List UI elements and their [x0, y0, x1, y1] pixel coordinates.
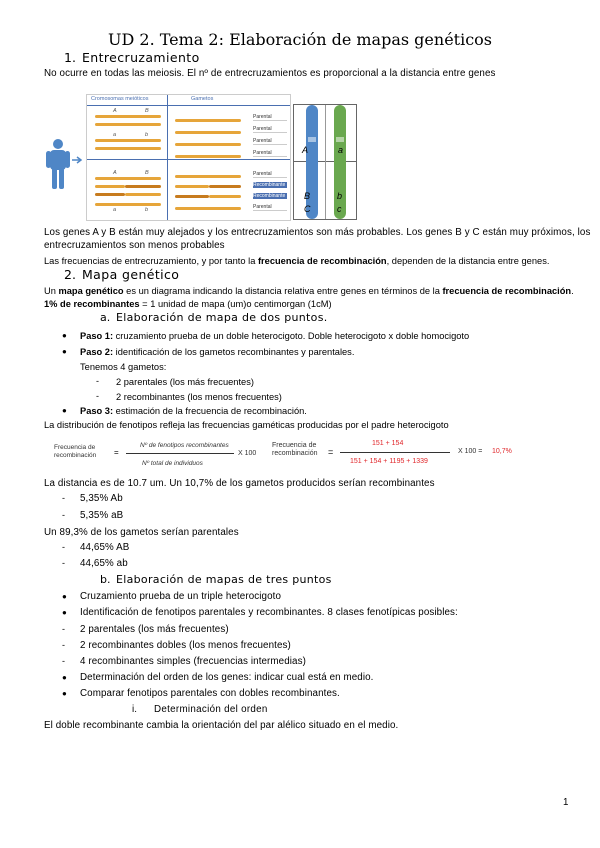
- list-item: 5,35% Ab: [80, 493, 123, 504]
- section-1-heading: Entrecruzamiento: [82, 50, 200, 65]
- paragraph: La distribución de fenotipos refleja las frecuencias gaméticas producidas por el padre heterocigoto: [44, 420, 449, 430]
- list-item: 2 parentales (los más frecuentes): [116, 377, 254, 387]
- dash-icon: -: [62, 558, 65, 568]
- paragraph: Los genes A y B están muy alejados y los entrecruzamientos son más probables. Los genes B y C están muy próximos, los: [44, 227, 591, 238]
- list-item: 4 recombinantes simples (frecuencias intermedias): [80, 656, 306, 667]
- gamete-label: Parental: [253, 114, 287, 121]
- bullet-icon: ●: [62, 347, 67, 356]
- chrom-label-a: a: [338, 145, 344, 155]
- formula-eq: =: [114, 448, 119, 457]
- formula-lhs: recombinación: [54, 452, 97, 459]
- meiosis-figure: Cromosomas meióticos Gametos A B a b A B a b Parental Parental Parental Parental Parental Recombinante Recombinante Parental: [86, 94, 291, 221]
- figure-col2-header: Gametos: [191, 96, 214, 102]
- formula-numerator: 151 + 154: [372, 440, 404, 447]
- bullet-icon: ●: [62, 592, 67, 601]
- dash-icon: -: [62, 640, 65, 650]
- subsection-a-heading: Elaboración de mapa de dos puntos.: [116, 311, 328, 324]
- paragraph: Las frecuencias de entrecruzamiento, y por tanto la frecuencia de recombinación, dependen de la distancia entre genes.: [44, 256, 550, 266]
- paragraph: entrecruzamientos son menos probables: [44, 240, 225, 251]
- bullet-icon: ●: [62, 608, 67, 617]
- formula-mult: X 100: [238, 450, 257, 457]
- figure-col1-header: Cromosomas meióticos: [91, 96, 149, 102]
- formula-lhs: Frecuencia de: [272, 442, 317, 449]
- paragraph: La distancia es de 10.7 um. Un 10,7% de los gametos producidos serían recombinantes: [44, 478, 435, 489]
- formula-result: 10,7%: [492, 448, 512, 455]
- gamete-label: Parental: [253, 204, 287, 211]
- gamete-label: Parental: [253, 150, 287, 157]
- list-item: 5,35% aB: [80, 510, 124, 521]
- dash-icon: -: [96, 376, 99, 386]
- dash-icon: -: [62, 510, 65, 520]
- subsection-b-number: b.: [100, 573, 111, 586]
- dash-icon: -: [62, 624, 65, 634]
- chrom-label-c: c: [337, 204, 342, 214]
- formula-denominator: Nº total de individuos: [142, 460, 203, 467]
- list-item: Determinación del orden de los genes: indicar cual está en medio.: [80, 672, 374, 683]
- dash-icon: -: [62, 656, 65, 666]
- chrom-label-b: b: [337, 191, 343, 201]
- bullet-icon: ●: [62, 406, 67, 415]
- arrow-right-icon: [72, 155, 84, 165]
- subsection-i-heading: Determinación del orden: [154, 704, 268, 715]
- bullet-icon: ●: [62, 673, 67, 682]
- page-number: 1: [563, 797, 569, 808]
- gamete-label: Parental: [253, 138, 287, 145]
- dash-icon: -: [62, 542, 65, 552]
- formula-denominator: 151 + 154 + 1195 + 1339: [350, 458, 428, 465]
- gamete-label: Parental: [253, 126, 287, 133]
- subsection-a-number: a.: [100, 311, 111, 324]
- paragraph: 1% de recombinantes = 1 unidad de mapa (um)o centimorgan (1cM): [44, 299, 332, 309]
- formula-lhs: Frecuencia de: [54, 444, 96, 451]
- list-item: Paso 1: cruzamiento prueba de un doble heterocigoto. Doble heterocigoto x doble homocigoto: [80, 331, 470, 341]
- subsection-b-heading: Elaboración de mapas de tres puntos: [116, 573, 332, 586]
- list-item: Identificación de fenotipos parentales y recombinantes. 8 clases fenotípicas posibles:: [80, 607, 458, 618]
- paragraph: Un mapa genético es un diagrama indicando la distancia relativa entre genes en términos de la frecuencia de recombinación.: [44, 286, 574, 296]
- dash-icon: -: [62, 493, 65, 503]
- formula-numerator: Nº de fenotipos recombinantes: [140, 442, 229, 449]
- dash-icon: -: [96, 391, 99, 401]
- bullet-icon: ●: [62, 689, 67, 698]
- paragraph: El doble recombinante cambia la orientación del par alélico situado en el medio.: [44, 720, 399, 731]
- person-icon: [44, 138, 72, 190]
- list-item: 2 recombinantes dobles (los menos frecuentes): [80, 640, 291, 651]
- formula-mult: X 100 =: [458, 448, 483, 455]
- gamete-label: Parental: [253, 171, 287, 178]
- list-item: 44,65% AB: [80, 542, 130, 553]
- chrom-label-B: B: [304, 191, 311, 201]
- list-item: Paso 2: identificación de los gametos recombinantes y parentales.: [80, 347, 355, 357]
- gamete-label-recombinant: Recombinante: [253, 193, 286, 199]
- list-item: 2 recombinantes (los menos frecuentes): [116, 392, 282, 402]
- subsection-i-number: i.: [132, 704, 138, 715]
- formula-eq: =: [328, 447, 334, 457]
- page-title: UD 2. Tema 2: Elaboración de mapas genéticos: [107, 30, 493, 49]
- gamete-label-recombinant: Recombinante: [253, 182, 286, 188]
- section-1-intro: No ocurre en todas las meiosis. El nº de entrecruzamientos es proporcional a la distancia entre genes: [44, 68, 496, 79]
- list-item: Cruzamiento prueba de un triple heterocigoto: [80, 591, 282, 602]
- bullet-icon: ●: [62, 331, 67, 340]
- formula-lhs: recombinación: [272, 450, 318, 457]
- list-item: 44,65% ab: [80, 558, 128, 569]
- section-1-number: 1.: [64, 50, 76, 65]
- paragraph: Tenemos 4 gametos:: [80, 362, 167, 372]
- section-2-heading: Mapa genético: [82, 267, 180, 282]
- list-item: Paso 3: estimación de la frecuencia de recombinación.: [80, 406, 307, 416]
- chrom-label-A: A: [302, 145, 309, 155]
- section-2-number: 2.: [64, 267, 76, 282]
- paragraph: Un 89,3% de los gametos serían parentales: [44, 527, 239, 538]
- chrom-label-C: C: [304, 204, 311, 214]
- chromosome-map: [293, 104, 357, 220]
- list-item: 2 parentales (los más frecuentes): [80, 624, 229, 635]
- list-item: Comparar fenotipos parentales con dobles recombinantes.: [80, 688, 340, 699]
